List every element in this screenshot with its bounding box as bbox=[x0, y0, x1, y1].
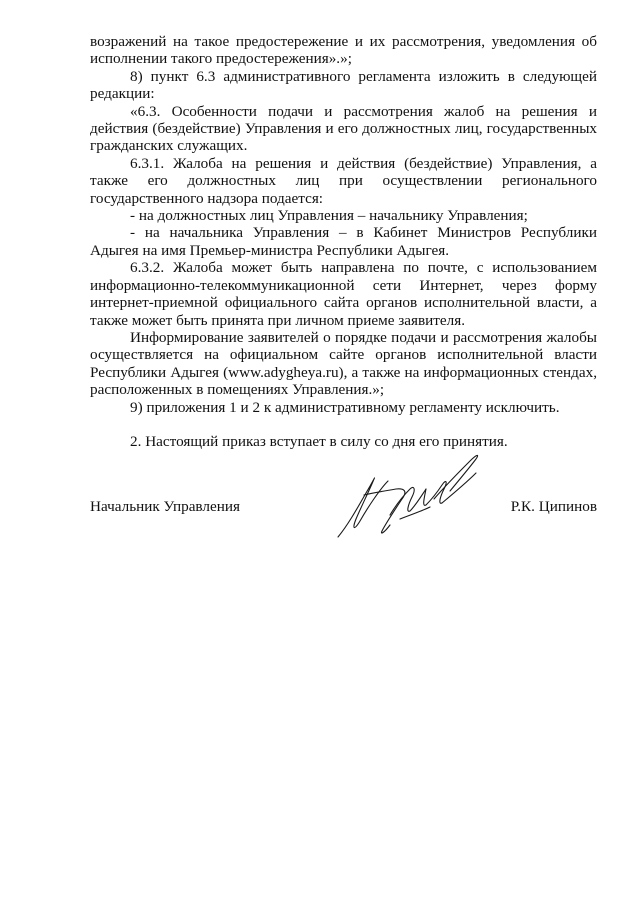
signatory-title: Начальник Управления bbox=[90, 498, 240, 515]
paragraph-6-3-1: 6.3.1. Жалоба на решения и действия (бездействие) Управления, а также его должностных лиц при осуществлении регионального государственного надзора подается: bbox=[90, 154, 597, 207]
paragraph-effective-date: 2. Настоящий приказ вступает в силу со дня его принятия. bbox=[130, 432, 508, 450]
paragraph-continuation: возражений на такое предостережение и их рассмотрения, уведомления об исполнении такого предостережения».»; bbox=[90, 33, 597, 68]
paragraph-item-8: 8) пункт 6.3 административного регламента изложить в следующей редакции: bbox=[90, 67, 597, 103]
list-item-officials: - на должностных лиц Управления – начальнику Управления; bbox=[130, 207, 528, 225]
paragraph-gap bbox=[90, 416, 597, 433]
document-body bbox=[90, 33, 597, 450]
paragraph-6-3: «6.3. Особенности подачи и рассмотрения жалоб на решения и действия (бездействие) Управления и его должностных лиц, государственных гражданских служащих. bbox=[90, 102, 597, 155]
paragraph-informing: Информирование заявителей о порядке подачи и рассмотрения жалобы осуществляется на официальном сайте органов исполнительной власти Республики Адыгея (www.adygheya.ru), а также на информационных стендах, расположенных в помещениях Управления.»; bbox=[90, 328, 597, 399]
list-item-head: - на начальника Управления – в Кабинет Министров Республики Адыгея на имя Премьер-министра Республики Адыгея. bbox=[90, 224, 597, 259]
paragraph-item-9: 9) приложения 1 и 2 к административному регламенту исключить. bbox=[130, 398, 560, 416]
paragraph-6-3-2: 6.3.2. Жалоба может быть направлена по почте, с использованием информационно-телекоммуникационной сети Интернет, через форму интернет-приемной официального сайта органов исполнительной власти, а также может быть принята при личном приеме заявителя. bbox=[90, 259, 597, 329]
signatory-name: Р.К. Ципинов bbox=[510, 498, 597, 515]
handwritten-signature bbox=[330, 445, 500, 545]
